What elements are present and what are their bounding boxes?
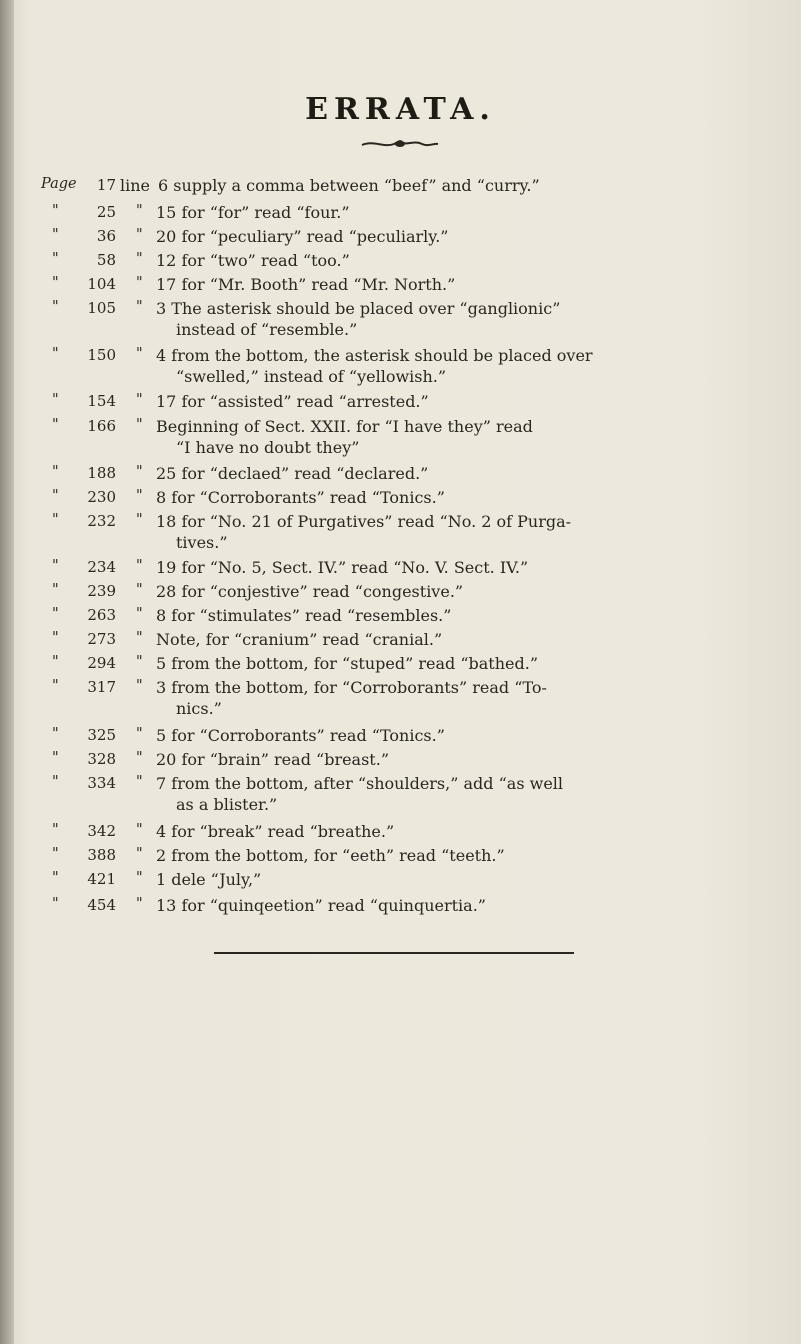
correction-text: 3 from the bottom, for “Corroborants” read “To- (156, 678, 547, 697)
correction-continuation: as a blister.” (176, 795, 278, 814)
line-ditto-mark: " (136, 392, 143, 408)
page-number: 263 (87, 606, 116, 624)
page-number: 294 (87, 654, 116, 672)
correction-text: 17 for “Mr. Booth” read “Mr. North.” (156, 275, 456, 294)
line-label: line (120, 176, 151, 195)
ditto-mark: " (52, 203, 59, 219)
line-ditto-mark: " (136, 846, 143, 862)
correction-continuation: “swelled,” instead of “yellowish.” (176, 367, 447, 386)
line-ditto-mark: " (136, 630, 143, 646)
ditto-mark: " (52, 417, 59, 433)
ditto-mark: " (52, 822, 59, 838)
page-number: 342 (87, 822, 116, 840)
correction-text: 3 The asterisk should be placed over “ganglionic” (156, 299, 561, 318)
page-number: 105 (87, 299, 116, 317)
page-number: 166 (87, 417, 116, 435)
correction-continuation: instead of “resemble.” (176, 320, 358, 339)
page-number: 334 (87, 774, 116, 792)
page-number: 58 (96, 251, 116, 269)
correction-text: 13 for “quinqeetion” read “quinquertia.” (156, 896, 486, 915)
page-number: 454 (87, 896, 116, 914)
correction-text: 15 for “for” read “four.” (156, 203, 350, 222)
ditto-mark: " (52, 582, 59, 598)
ditto-mark: " (52, 750, 59, 766)
correction-text: 1 dele “July,” (156, 870, 262, 889)
page-number: 232 (87, 512, 116, 530)
page-label: Page (41, 176, 77, 192)
correction-text: 17 for “assisted” read “arrested.” (156, 392, 429, 411)
correction-continuation: tives.” (176, 533, 228, 552)
line-ditto-mark: " (136, 464, 143, 480)
ditto-mark: " (52, 678, 59, 694)
line-ditto-mark: " (136, 654, 143, 670)
page-title: ERRATA. (305, 92, 496, 127)
ditto-mark: " (52, 299, 59, 315)
correction-text: 18 for “No. 21 of Purgatives” read “No. 2 of Purga- (156, 512, 572, 531)
ditto-mark: " (52, 654, 59, 670)
ditto-mark: " (52, 392, 59, 408)
ditto-mark: " (52, 870, 59, 886)
line-ditto-mark: " (136, 822, 143, 838)
ditto-mark: " (52, 606, 59, 622)
line-ditto-mark: " (136, 227, 143, 243)
line-ditto-mark: " (136, 299, 143, 315)
correction-text: 19 for “No. 5, Sect. IV.” read “No. V. Sect. IV.” (156, 558, 529, 577)
ditto-mark: " (52, 464, 59, 480)
correction-text: 6 supply a comma between “beef” and “curry.” (158, 176, 540, 195)
correction-text: 4 for “break” read “breathe.” (156, 822, 395, 841)
page-number: 273 (87, 630, 116, 648)
correction-text: 8 for “stimulates” read “resembles.” (156, 606, 452, 625)
ditto-mark: " (52, 512, 59, 528)
correction-text: 8 for “Corroborants” read “Tonics.” (156, 488, 445, 507)
ditto-mark: " (52, 488, 59, 504)
line-ditto-mark: " (136, 275, 143, 291)
ditto-mark: " (52, 558, 59, 574)
line-ditto-mark: " (136, 606, 143, 622)
line-ditto-mark: " (136, 512, 143, 528)
page-number: 36 (96, 227, 116, 245)
line-ditto-mark: " (136, 582, 143, 598)
page-number: 25 (96, 203, 116, 221)
ditto-mark: " (52, 346, 59, 362)
correction-text: 5 for “Corroborants” read “Tonics.” (156, 726, 445, 745)
page-number: 328 (87, 750, 116, 768)
correction-text: 4 from the bottom, the asterisk should be placed over (156, 346, 593, 365)
line-ditto-mark: " (136, 251, 143, 267)
ditto-mark: " (52, 726, 59, 742)
page-number: 239 (87, 582, 116, 600)
correction-continuation: “I have no doubt they” (176, 438, 360, 457)
correction-text: Beginning of Sect. XXII. for “I have they” read (156, 417, 533, 436)
page-number: 104 (87, 275, 116, 293)
correction-continuation: nics.” (176, 699, 222, 718)
page-number: 154 (87, 392, 116, 410)
page-number: 230 (87, 488, 116, 506)
page-number: 17 (96, 176, 116, 194)
line-ditto-mark: " (136, 558, 143, 574)
page-number: 388 (87, 846, 116, 864)
correction-text: Note, for “cranium” read “cranial.” (156, 630, 443, 649)
line-ditto-mark: " (136, 870, 143, 886)
line-ditto-mark: " (136, 774, 143, 790)
line-ditto-mark: " (136, 203, 143, 219)
correction-text: 28 for “conjestive” read “congestive.” (156, 582, 464, 601)
line-ditto-mark: " (136, 488, 143, 504)
page-number: 317 (87, 678, 116, 696)
ditto-mark: " (52, 774, 59, 790)
correction-text: 2 from the bottom, for “eeth” read “teeth.” (156, 846, 505, 865)
line-ditto-mark: " (136, 896, 143, 912)
page-number: 325 (87, 726, 116, 744)
line-ditto-mark: " (136, 726, 143, 742)
page-number: 421 (87, 870, 116, 888)
correction-text: 12 for “two” read “too.” (156, 251, 350, 270)
ditto-mark: " (52, 251, 59, 267)
correction-text: 5 from the bottom, for “stuped” read “bathed.” (156, 654, 539, 673)
closing-rule (214, 952, 574, 954)
correction-text: 20 for “peculiary” read “peculiarly.” (156, 227, 449, 246)
correction-text: 7 from the bottom, after “shoulders,” add “as well (156, 774, 564, 793)
ditto-mark: " (52, 227, 59, 243)
ditto-mark: " (52, 275, 59, 291)
page-number: 150 (87, 346, 116, 364)
line-ditto-mark: " (136, 678, 143, 694)
ditto-mark: " (52, 896, 59, 912)
correction-text: 20 for “brain” read “breast.” (156, 750, 389, 769)
correction-text: 25 for “declaed” read “declared.” (156, 464, 429, 483)
ditto-mark: " (52, 630, 59, 646)
line-ditto-mark: " (136, 346, 143, 362)
line-ditto-mark: " (136, 750, 143, 766)
page-number: 188 (87, 464, 116, 482)
ditto-mark: " (52, 846, 59, 862)
line-ditto-mark: " (136, 417, 143, 433)
page-number: 234 (87, 558, 116, 576)
